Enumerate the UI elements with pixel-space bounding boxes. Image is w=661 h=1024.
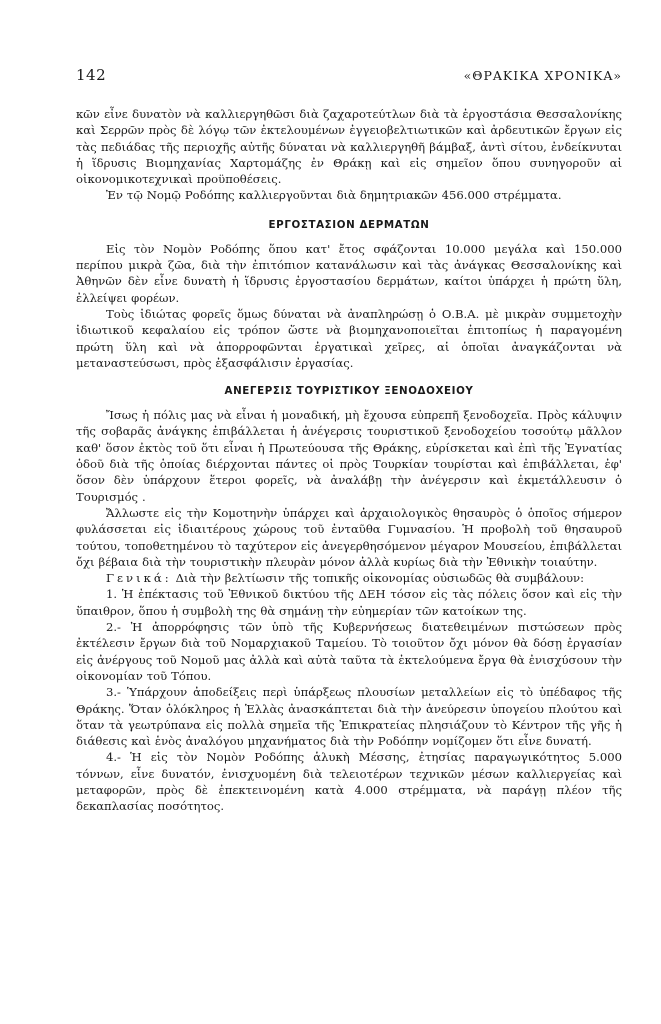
paragraph-hotel-2: Ἄλλωστε εἰς τὴν Κομοτηνὴν ὑπάρχει καὶ ἀρχαιολογικὸς θησαυρὸς ὁ ὁποῖος σήμερον φυλάσσεται εἰς ἰδιαιτέρους χώρους τοῦ ἐνταῦθα Γυμνασίου. Ἡ προβολὴ τοῦ θησαυροῦ τούτου, τοποθετημένου τὸ ταχύτερον εἰς ἀνεγερθησόμενον μέγαρον Μουσείου, ἐπιβάλλεται ὄχι βέβαια διὰ τὴν τουριστικὴν πλευρὰν μόνον ἀλλὰ κυρίως διὰ τὴν Ἐθνικὴν τοιαύτην. bbox=[76, 505, 622, 569]
list-item-3: 3.- Ὑπάρχουν ἀποδείξεις περὶ ὑπάρξεως πλουσίων μεταλλείων εἰς τὸ ὑπέδαφος τῆς Θράκης. Ὅταν ὁλόκληρος ἡ Ἑλλὰς ἀνασκάπτεται διὰ τὴν ἀνεύρεσιν ὑπογείου πλούτου καὶ ὅταν τὰ γεωτρύπανα εἰς πολλὰ σημεῖα τῆς Ἐπικρατείας πλησιάζουν τὸ Κέντρον τῆς γῆς ἡ διάθεσις καὶ ἑνὸς ἀναλόγου μηχανήματος διὰ τὴν Ροδόπην νομίζομεν ὅτι εἶνε δυνατή. bbox=[76, 685, 622, 749]
paragraph-hotel-1: Ἴσως ἡ πόλις μας νὰ εἶναι ἡ μοναδική, μὴ ἔχουσα εὐπρεπῆ ξενοδοχεῖα. Πρὸς κάλυψιν τῆς σοβαρᾶς ἀνάγκης ἐπιβάλλεται ἡ ἀνέγερσις τουριστικοῦ ξενοδοχείου τοσούτῳ μᾶλλον καθ' ὅσον ἐκτὸς τοῦ ὅτι εἶναι ἡ Πρωτεύουσα τῆς Θράκης, εὑρίσκεται καὶ ἐπὶ τῆς Ἐγνατίας ὁδοῦ διὰ τῆς ὁποίας διέρχονται πάντες οἱ πρὸς Τουρκίαν τουρίσται καὶ ἐπιβάλλεται, ἐφ' ὅσον δὲν ὑπάρχουν ἕτεροι φορεῖς, νὰ ἀναλάβῃ τὴν ἀνέγερσιν καὶ ἐκμετάλλευσιν ὁ Τουρισμός . bbox=[76, 408, 622, 504]
list-item-4: 4.- Ἡ εἰς τὸν Νομὸν Ροδόπης ἁλυκὴ Μέσσης, ἐτησίας παραγωγικότητος 5.000 τόννων, εἶνε δυνατόν, ἐνισχυομένη διὰ τελειοτέρων τεχνικῶν μέσων καλλιεργείας καὶ μεταφορῶν, πρὸς δὲ ἐπεκτεινομένη κατὰ 4.000 στρέμματα, νὰ παράγῃ πλέον τῆς δεκαπλασίας ποσότητος. bbox=[76, 750, 622, 814]
paragraph-leather-2: Τοὺς ἰδιώτας φορεῖς ὅμως δύναται νὰ ἀναπληρώσῃ ὁ Ο.Β.Α. μὲ μικρὰν συμμετοχὴν ἰδιωτικοῦ κεφαλαίου εἰς τρόπον ὥστε νὰ βιομηχανοποιεῖται ἐπιτοπίως ἡ παραγομένη πρώτη ὕλη καὶ νὰ ἀπορροφῶνται ἐργατικαὶ χεῖρες, αἱ ὁποῖαι ἀναγκάζονται νὰ μεταναστεύσωσι, πρὸς ἐξασφάλισιν ἐργασίας. bbox=[76, 306, 622, 370]
paragraph-continuation: κῶν εἶνε δυνατὸν νὰ καλλιεργηθῶσι διὰ ζαχαροτεύτλων διὰ τὰ ἐργοστάσια Θεσσαλονίκης καὶ Σερρῶν πρὸς δὲ λόγῳ τῶν ἐκτελουμένων ἐγγειοβελτιωτικῶν καὶ ἀρδευτικῶν ἔργων εἰς τὰς πεδιάδας τῆς περιοχῆς αὐτῆς δύναται νὰ καλλιεργηθῆ βάμβαξ, ἀντὶ σίτου, ἐνδείκνυται ἡ ἵδρυσις Βιομηχανίας Χαρτομάζης ἐν Θράκῃ καὶ εἰς σημεῖον ὅπου συνηγοροῦν αἱ οἰκονομικοτεχνικαὶ προϋποθέσεις. bbox=[76, 107, 622, 187]
running-head bbox=[76, 66, 622, 88]
page-number: 142 bbox=[76, 66, 107, 84]
paragraph-general bbox=[76, 570, 622, 586]
paragraph-rhodope-cultivation: Ἐν τῷ Νομῷ Ροδόπης καλλιεργοῦνται διὰ δημητριακῶν 456.000 στρέμματα. bbox=[106, 188, 562, 203]
list-item-2: 2.- Ἡ ἀπορρόφησις τῶν ὑπὸ τῆς Κυβερνήσεως διατεθειμένων πιστώσεων πρὸς ἐκτέλεσιν ἔργων διὰ τοῦ Νομαρχιακοῦ Ταμείου. Τὸ τοιοῦτον ὄχι μόνον θὰ δόσῃ ἐργασίαν εἰς ἀνέργους τοῦ Νομοῦ μας ἀλλὰ καὶ αὐτὰ ταῦτα τὰ ἐκτελούμενα ἔργα θὰ ἐνισχύσουν τὴν οἰκονομίαν τοῦ Τόπου. bbox=[76, 620, 622, 683]
general-label: Γενικά: bbox=[106, 571, 172, 586]
section-heading-tourist-hotel: ΑΝΕΓΕΡΣΙΣ ΤΟΥΡΙΣΤΙΚΟΥ ΞΕΝΟΔΟΧΕΙΟΥ bbox=[224, 385, 474, 398]
journal-title: «ΘΡΑΚΙΚΑ ΧΡΟΝΙΚΑ» bbox=[463, 68, 622, 83]
document-page bbox=[76, 66, 622, 815]
paragraph-leather-1: Εἰς τὸν Νομὸν Ροδόπης ὅπου κατ' ἔτος σφάζονται 10.000 μεγάλα καὶ 150.000 περίπου μικρὰ ζῶα, διὰ τὴν ἐπιτόπιον κατανάλωσιν καὶ τὰς ἀνάγκας Θεσσαλονίκης καὶ Ἀθηνῶν δὲν εἶνε δυνατὴ ἡ ἵδρυσις ἐργοστασίου δερμάτων, καίτοι ὑπάρχει ἡ πρώτη ὕλη, ἐλλείψει φορέων. bbox=[76, 241, 622, 305]
list-item-1: 1. Ἡ ἐπέκτασις τοῦ Ἐθνικοῦ δικτύου τῆς ΔΕΗ τόσον εἰς τὰς πόλεις ὅσον καὶ εἰς τὴν ὕπαιθρον, ὅπου ἡ συμβολὴ της θὰ σημάνῃ τὴν εὐημερίαν τῶν κατοίκων της. bbox=[76, 587, 622, 618]
general-text: Διὰ τὴν βελτίωσιν τῆς τοπικῆς οἰκονομίας οὐσιωδῶς θὰ συμβάλουν: bbox=[175, 571, 584, 586]
section-heading-leather-factory: ΕΡΓΟΣΤΑΣΙΟΝ ΔΕΡΜΑΤΩΝ bbox=[268, 218, 430, 231]
